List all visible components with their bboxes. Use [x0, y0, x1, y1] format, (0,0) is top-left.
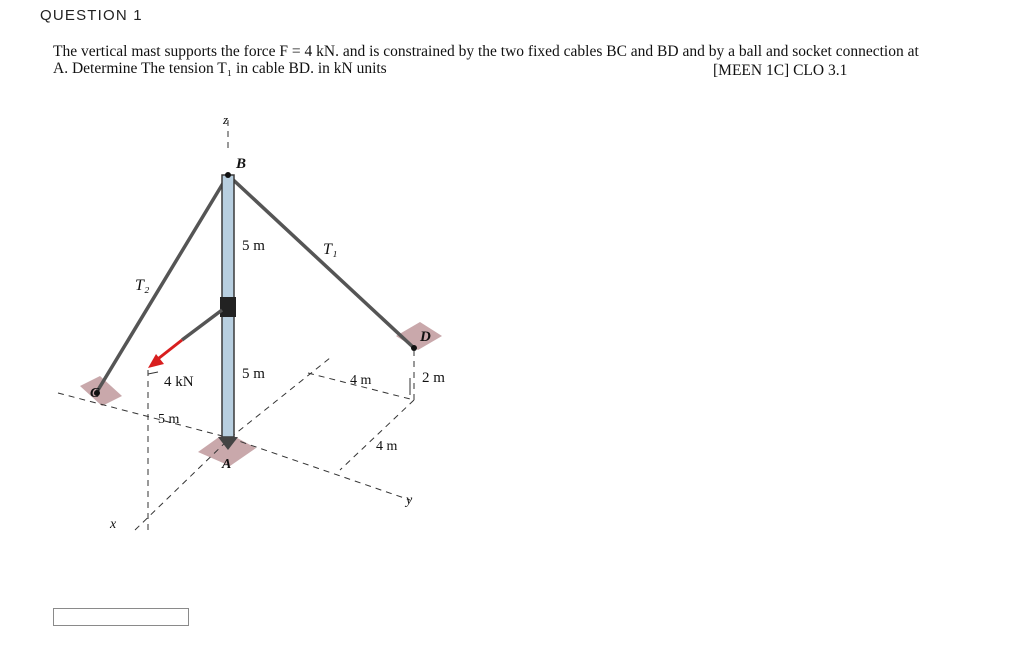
point-d-marker — [411, 345, 417, 351]
question-line-1: The vertical mast supports the force F = 4 kN. and is constrained by the two fixed cables BC and BD and by a ball and socket connection at — [53, 43, 919, 60]
dim-4m-bottom-label: 4 m — [376, 439, 398, 454]
axis-z-label: z — [223, 112, 229, 127]
axis-x-label: x — [110, 517, 117, 532]
point-b-marker — [225, 172, 231, 178]
dim-x-label: 5 m — [158, 412, 180, 427]
anchor-pad-c — [80, 376, 122, 406]
point-c-label: C — [90, 386, 100, 401]
dim-lower-label: 5 m — [242, 366, 265, 382]
force-arm — [182, 310, 222, 340]
tension-1-label: T₁ — [323, 241, 338, 258]
axis-y-label: y — [406, 493, 413, 508]
course-reference: [MEEN 1C] CLO 3.1 — [713, 62, 848, 79]
dim-4m-top-label: 4 m — [350, 373, 372, 388]
question-text — [53, 43, 988, 77]
force-label: 4 kN — [164, 374, 194, 390]
point-a-label: A — [222, 457, 232, 472]
question-heading: QUESTION 1 — [40, 7, 143, 24]
mast-collar — [220, 297, 236, 317]
tension-2-label: T₂ — [135, 277, 150, 294]
question-line-2: A. Determine The tension T₁ in cable BD. in kN units — [53, 60, 387, 77]
point-d-label: D — [420, 329, 431, 345]
dim-upper-label: 5 m — [242, 238, 265, 254]
answer-input[interactable] — [53, 608, 189, 626]
point-b-label: B — [236, 156, 247, 172]
dim-2m-label: 2 m — [422, 370, 445, 386]
cable-bd — [228, 175, 414, 348]
mast-figure — [40, 100, 520, 560]
